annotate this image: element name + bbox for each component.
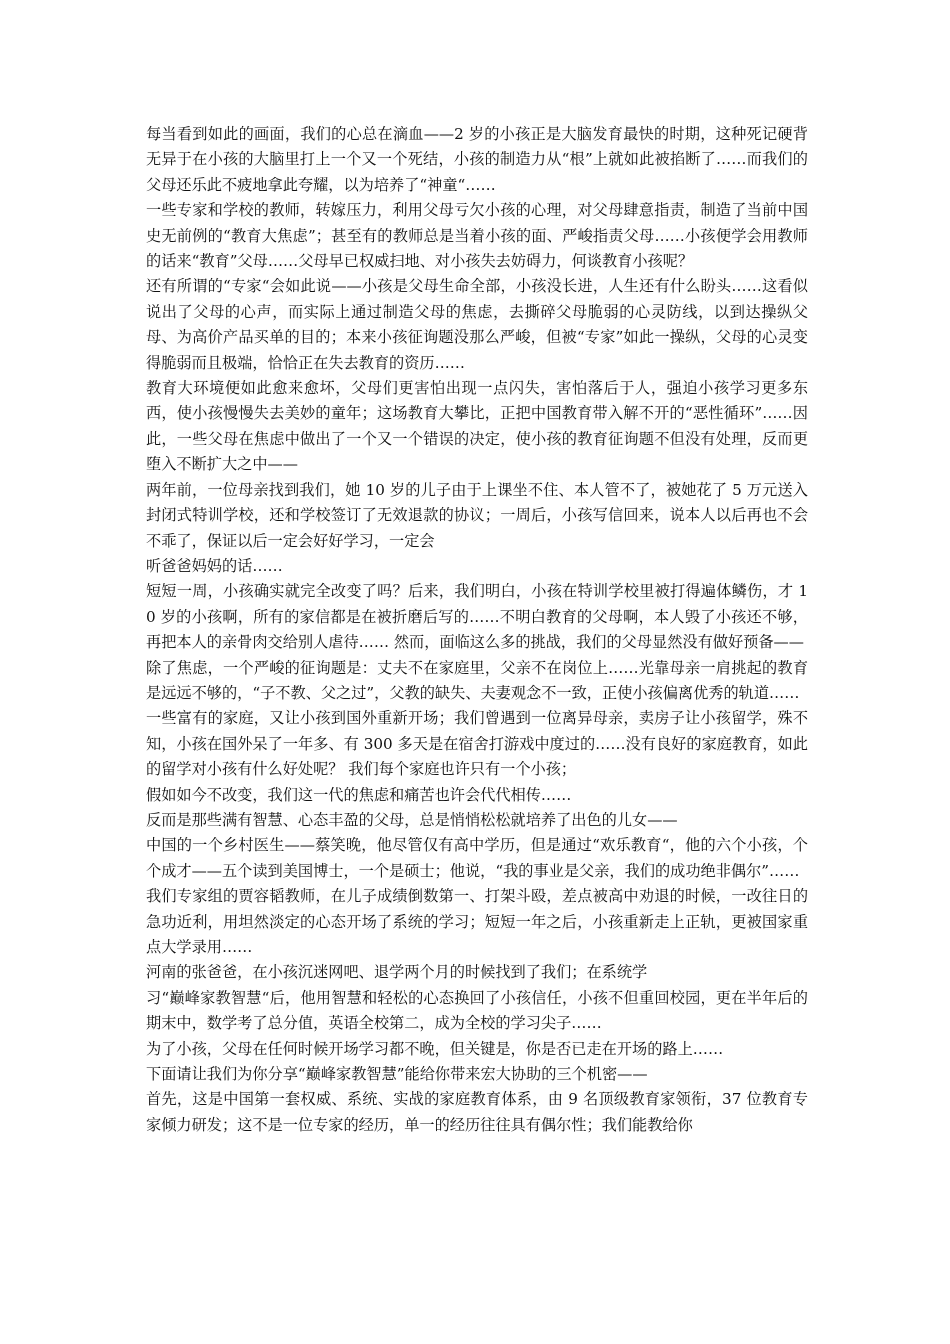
paragraph: 我们专家组的贾容韬教师，在儿子成绩倒数第一、打架斗殴，差点被高中劝退的时候，一改往日的急功近利，用坦然淡定的心态开场了系统的学习；短短一年之后，小孩重新走上正轨，更被国家重点大学录用……: [146, 887, 808, 956]
paragraph: 除了焦虑，一个严峻的征询题是：丈夫不在家庭里，父亲不在岗位上……光靠母亲一肩挑起的教育是远远不够的，“子不教、父之过”，父教的缺失、夫妻观念不一致，正使小孩偏离优秀的轨道……: [146, 658, 808, 702]
paragraph: 短短一周，小孩确实就完全改变了吗？后来，我们明白，小孩在特训学校里被打得遍体鳞伤，才 10 岁的小孩啊，所有的家信都是在被折磨后写的……不明白教育的父母啊，本人毁了小孩还不够，再把本人的亲骨肉交给别人虐待…… 然而，面临这么多的挑战，我们的父母显然没有做好预备——: [146, 582, 808, 652]
paragraph: 河南的张爸爸，在小孩沉迷网吧、退学两个月的时候找到了我们；在系统学: [146, 963, 648, 982]
paragraph: 习“巅峰家教智慧“后，他用智慧和轻松的心态换回了小孩信任，小孩不但重回校园，更在半年后的期末中，数学考了总分值，英语全校第二，成为全校的学习尖子……: [146, 988, 808, 1033]
document-page: [146, 122, 808, 1138]
paragraph: 一些专家和学校的教师，转嫁压力，利用父母亏欠小孩的心理，对父母肆意指责，制造了当前中国史无前例的“教育大焦虑”；甚至有的教师总是当着小孩的面、严峻指责父母……小孩便学会用教师的话来“教育”父母……父母早已权威扫地、对小孩失去妨碍力，何谈教育小孩呢？: [146, 201, 808, 271]
paragraph: 听爸爸妈妈的话……: [146, 556, 283, 575]
paragraph: 反而是那些满有智慧、心态丰盈的父母，总是悄悄松松就培养了出色的儿女——: [146, 810, 678, 829]
paragraph: 下面请让我们为你分享“巅峰家教智慧”能给你带来宏大协助的三个机密——: [146, 1065, 648, 1084]
paragraph: 两年前，一位母亲找到我们，她 10 岁的儿子由于上课坐不住、本人管不了，被她花了 5 万元送入封闭式特训学校，还和学校签订了无效退款的协议；一周后，小孩写信回来，说本人以后再也不会不乖了，保证以后一定会好好学习，一定会: [146, 480, 808, 550]
paragraph: 一些富有的家庭，又让小孩到国外重新开场；我们曾遇到一位离异母亲，卖房子让小孩留学，殊不知，小孩在国外呆了一年多、有 300 多天是在宿舍打游戏中度过的……没有良好的家庭教育，如此的留学对小孩有什么好处呢？ 我们每个家庭也许只有一个小孩；: [146, 709, 808, 779]
paragraph: 教育大环境便如此愈来愈坏，父母们更害怕出现一点闪失，害怕落后于人，强迫小孩学习更多东西，使小孩慢慢失去美妙的童年；这场教育大攀比，正把中国教育带入解不开的“恶性循环”……因此，一些父母在焦虑中做出了一个又一个错误的决定，使小孩的教育征询题不但没有处理，反而更堕入不断扩大之中——: [146, 379, 808, 474]
paragraph: 首先，这是中国第一套权威、系统、实战的家庭教育体系，由 9 名顶级教育家领衔，37 位教育专家倾力研发；这不是一位专家的经历，单一的经历往往具有偶尔性；我们能教给你: [146, 1090, 808, 1134]
paragraph: 为了小孩，父母在任何时候开场学习都不晚，但关键是，你是否已走在开场的路上……: [146, 1039, 724, 1058]
paragraph: 还有所谓的“专家“会如此说——小孩是父母生命全部，小孩没长进，人生还有什么盼头……这看似 说出了父母的心声，而实际上通过制造父母的焦虑，去撕碎父母脆弱的心灵防线，以到达操纵父母、为高价产品买单的目的；本来小孩征询题没那么严峻，但被“专家”如此一操纵，父母的心灵变得脆弱而且极端，恰恰正在失去教育的资历……: [146, 277, 808, 372]
paragraph: 假如如今不改变，我们这一代的焦虑和痛苦也许会代代相传……: [146, 785, 572, 804]
paragraph: 中国的一个乡村医生——蔡笑晚，他尽管仅有高中学历，但是通过“欢乐教育“，他的六个小孩，个个成才——五个读到美国博士，一个是硕士；他说，“我的事业是父亲，我们的成功绝非偶尔”……: [146, 836, 808, 880]
paragraph: 每当看到如此的画面，我们的心总在滴血——2 岁的小孩正是大脑发育最快的时期，这种死记硬背无异于在小孩的大脑里打上一个又一个死结，小孩的制造力从“根”上就如此被掐断了……而我们的父母还乐此不疲地拿此夸耀，以为培养了“神童“……: [146, 125, 808, 194]
